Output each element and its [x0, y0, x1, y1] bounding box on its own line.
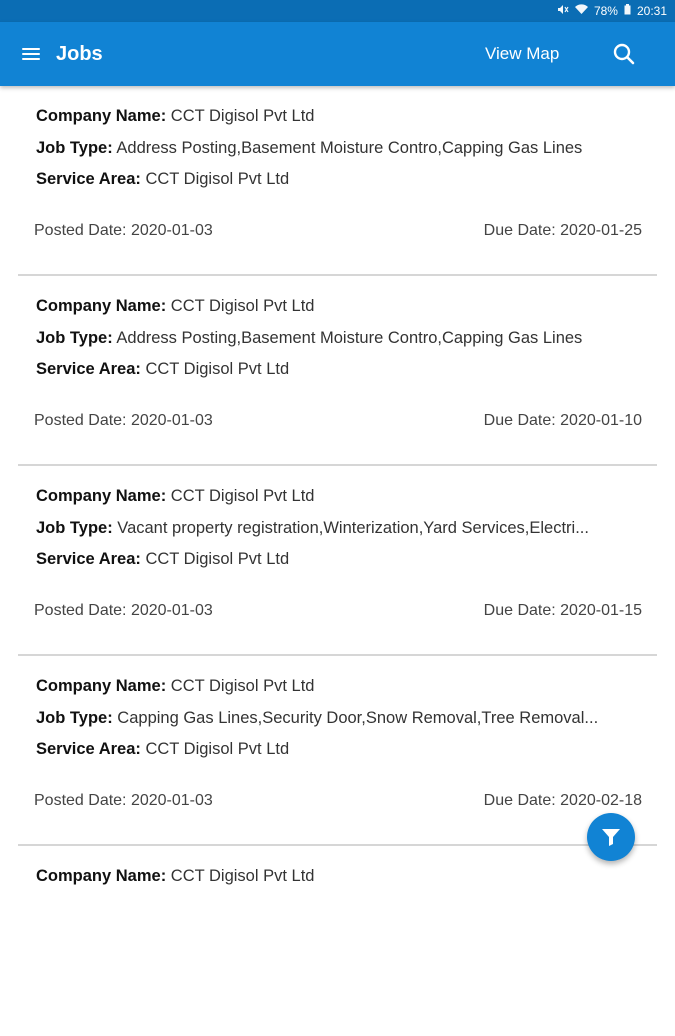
- posted-date: Posted Date: 2020-01-03: [34, 222, 213, 239]
- service-area-row: Service Area: CCT Digisol Pvt Ltd: [36, 360, 290, 378]
- menu-icon[interactable]: [22, 46, 42, 62]
- due-date: Due Date: 2020-01-10: [483, 412, 642, 429]
- company-name-row: Company Name: CCT Digisol Pvt Ltd: [36, 107, 315, 125]
- job-type-row: Job Type: Vacant property registration,Winterization,Yard Services,Electri...: [36, 519, 589, 537]
- status-time: 20:31: [636, 4, 667, 18]
- battery-icon: [624, 4, 631, 18]
- job-type-row: Job Type: Address Posting,Basement Moisture Contro,Capping Gas Lines: [36, 139, 583, 157]
- posted-date: Posted Date: 2020-01-03: [34, 412, 213, 429]
- company-name-row: Company Name: CCT Digisol Pvt Ltd: [36, 867, 315, 885]
- service-area-row: Service Area: CCT Digisol Pvt Ltd: [36, 740, 290, 758]
- service-area-row: Service Area: CCT Digisol Pvt Ltd: [36, 170, 290, 188]
- due-date: Due Date: 2020-01-15: [483, 602, 642, 619]
- battery-level: 78%: [593, 4, 618, 18]
- job-card[interactable]: [0, 656, 675, 846]
- search-icon[interactable]: [612, 42, 636, 66]
- status-bar: [0, 0, 675, 22]
- job-type-row: Job Type: Address Posting,Basement Moisture Contro,Capping Gas Lines: [36, 329, 583, 347]
- posted-date: Posted Date: 2020-01-03: [34, 602, 213, 619]
- due-date: Due Date: 2020-01-25: [483, 222, 642, 239]
- filter-button[interactable]: [587, 813, 635, 861]
- company-name-row: Company Name: CCT Digisol Pvt Ltd: [36, 677, 315, 695]
- posted-date: Posted Date: 2020-01-03: [34, 792, 213, 809]
- company-name-row: Company Name: CCT Digisol Pvt Ltd: [36, 297, 315, 315]
- due-date: Due Date: 2020-02-18: [483, 792, 642, 809]
- job-card[interactable]: [0, 86, 675, 276]
- page-title: Jobs: [56, 42, 103, 65]
- filter-icon: [600, 826, 622, 848]
- app-bar: [0, 22, 675, 86]
- job-type-row: Job Type: Capping Gas Lines,Security Door,Snow Removal,Tree Removal...: [36, 709, 599, 727]
- job-card[interactable]: [0, 466, 675, 656]
- mute-icon: [557, 4, 569, 18]
- job-list[interactable]: [0, 86, 675, 1036]
- service-area-row: Service Area: CCT Digisol Pvt Ltd: [36, 550, 290, 568]
- job-card[interactable]: [0, 276, 675, 466]
- company-name-row: Company Name: CCT Digisol Pvt Ltd: [36, 487, 315, 505]
- view-map-button[interactable]: View Map: [485, 44, 560, 63]
- wifi-icon: [575, 4, 588, 18]
- job-card[interactable]: [0, 846, 675, 1036]
